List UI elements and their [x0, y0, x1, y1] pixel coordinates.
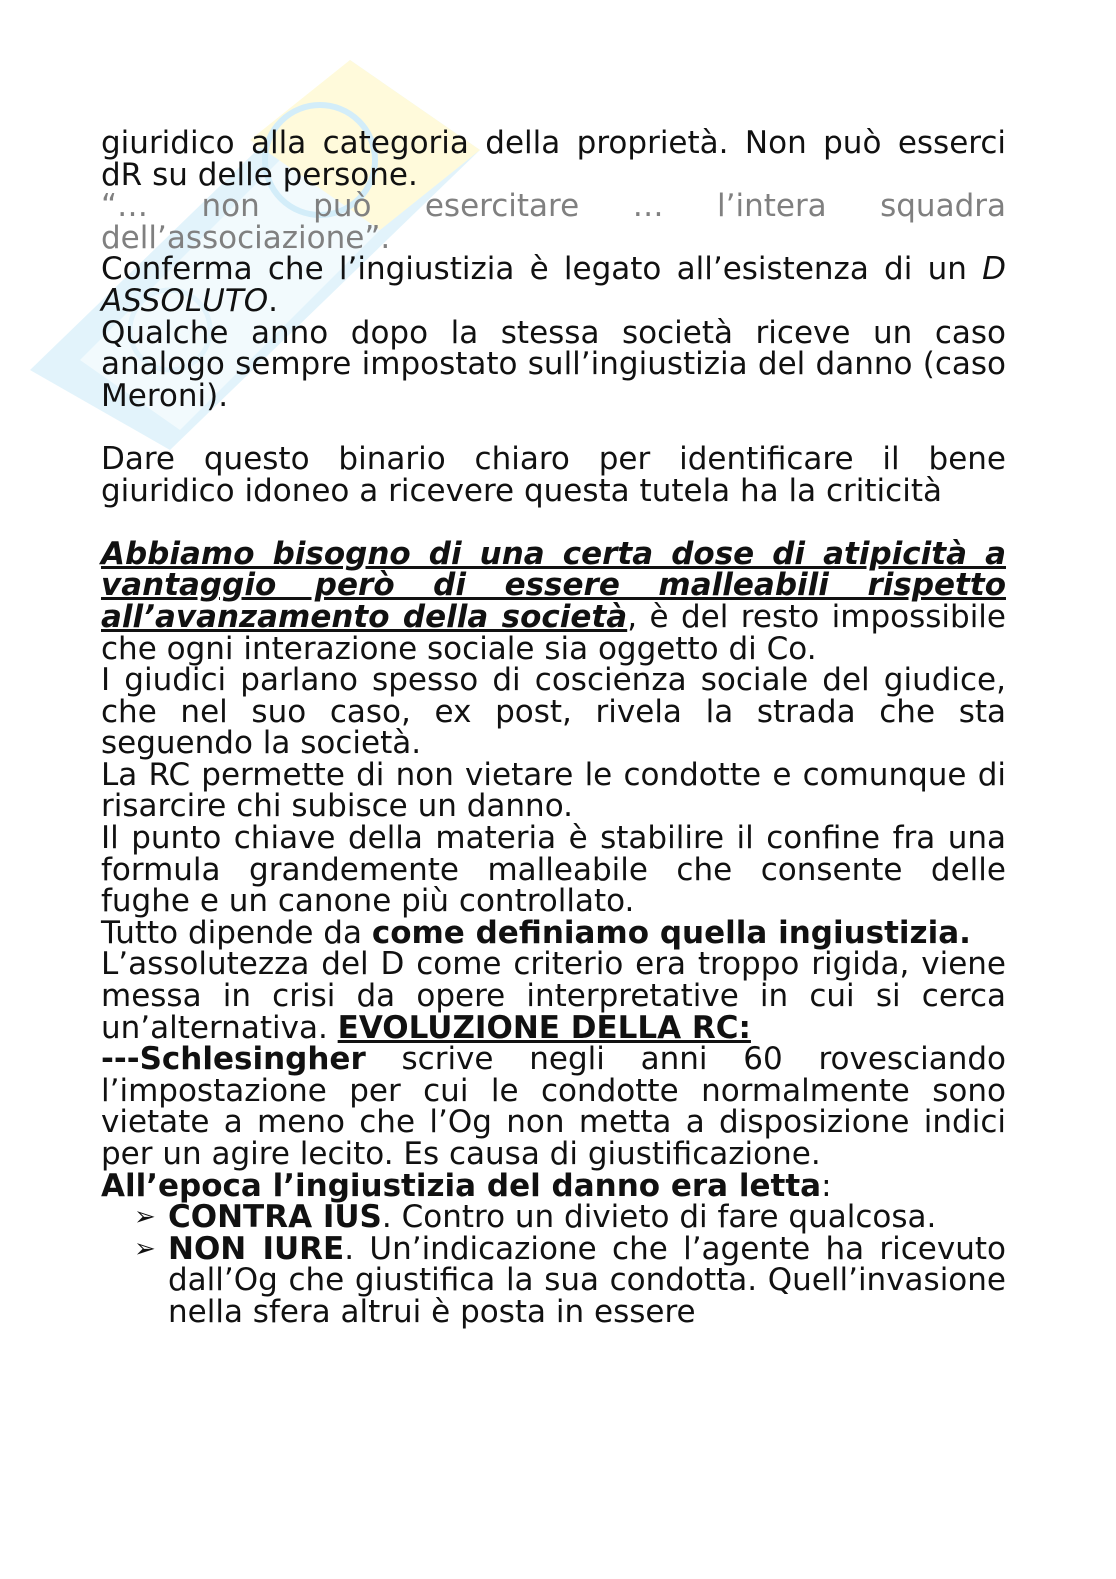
- bold-text: CONTRA IUS: [168, 1199, 382, 1236]
- paragraph: Dare questo binario chiaro per identificare il bene giuridico idoneo a ricevere questa tutela ha la criticità: [101, 440, 1006, 509]
- text: L’assolutezza del D come criterio era troppo rigida, viene messa in crisi da opere interpretative in cui si cerca un’alternativa.: [101, 946, 1006, 1046]
- paragraph: [101, 914, 1006, 951]
- paragraph: [101, 946, 1006, 1046]
- quote-paragraph: “… non può esercitare … l’intera squadra dell’associazione”.: [101, 188, 1006, 256]
- text: scrive negli anni 60 rovesciando l’impostazione per cui le condotte normalmente sono vietate a meno che l’Og non metta a disposizione indici per un agire lecito. Es causa di giustificazione.: [101, 1041, 1006, 1172]
- paragraph: [101, 535, 1006, 667]
- paragraph: I giudici parlano spesso di coscienza sociale del giudice, che nel suo caso, ex post, rivela la strada che sta seguendo la società.: [101, 662, 1006, 762]
- paragraph: Qualche anno dopo la stessa società riceve un caso analogo sempre impostato sull’ingiustizia del danno (caso Meroni).: [101, 314, 1006, 414]
- text: Tutto dipende da: [101, 914, 372, 951]
- text: :: [821, 1167, 832, 1204]
- blank-line: [101, 507, 1006, 539]
- emphasis-text: Abbiamo bisogno di una certa dose di atipicità a vantaggio però di essere malleabili rispetto all’avanzamento della società: [101, 535, 1006, 635]
- bullet-list: [101, 1199, 1006, 1330]
- bold-text: ---Schlesingher: [101, 1041, 366, 1078]
- arrow-bullet-icon: ➢: [134, 1233, 156, 1264]
- text: Conferma che l’ingiustizia è legato all’esistenza di un: [101, 251, 983, 288]
- document-body: [101, 125, 1006, 1330]
- text: , è del resto impossibile che ogni interazione sociale sia oggetto di Co.: [101, 598, 1006, 667]
- text: . Un’indicazione che l’agente ha ricevuto dall’Og che giustifica la sua condotta. Quell’invasione nella sfera altrui è posta in essere: [168, 1230, 1006, 1330]
- bold-text: NON IURE: [168, 1230, 345, 1267]
- text: . Contro un divieto di fare qualcosa.: [381, 1199, 937, 1236]
- bold-text: All’epoca l’ingiustizia del danno era letta: [101, 1167, 822, 1204]
- paragraph: [101, 1167, 1006, 1204]
- paragraph: Il punto chiave della materia è stabilire il confine fra una formula grandemente malleabile che consente delle fughe e un canone più controllato.: [101, 820, 1006, 920]
- list-item: [134, 1230, 1006, 1330]
- bold-text: come definiamo quella ingiustizia.: [371, 914, 971, 951]
- arrow-bullet-icon: ➢: [134, 1202, 156, 1233]
- italic-text: D ASSOLUTO: [101, 251, 1006, 319]
- paragraph: La RC permette di non vietare le condotte e comunque di risarcire chi subisce un danno.: [101, 756, 1006, 825]
- list-item: [134, 1199, 1006, 1236]
- paragraph: [101, 1041, 1006, 1172]
- blank-line: [101, 412, 1006, 444]
- text: .: [268, 282, 279, 319]
- section-heading: EVOLUZIONE DELLA RC:: [337, 1009, 751, 1046]
- paragraph: giuridico alla categoria della proprietà. Non può esserci dR su delle persone.: [101, 125, 1006, 193]
- paragraph: [101, 251, 1006, 319]
